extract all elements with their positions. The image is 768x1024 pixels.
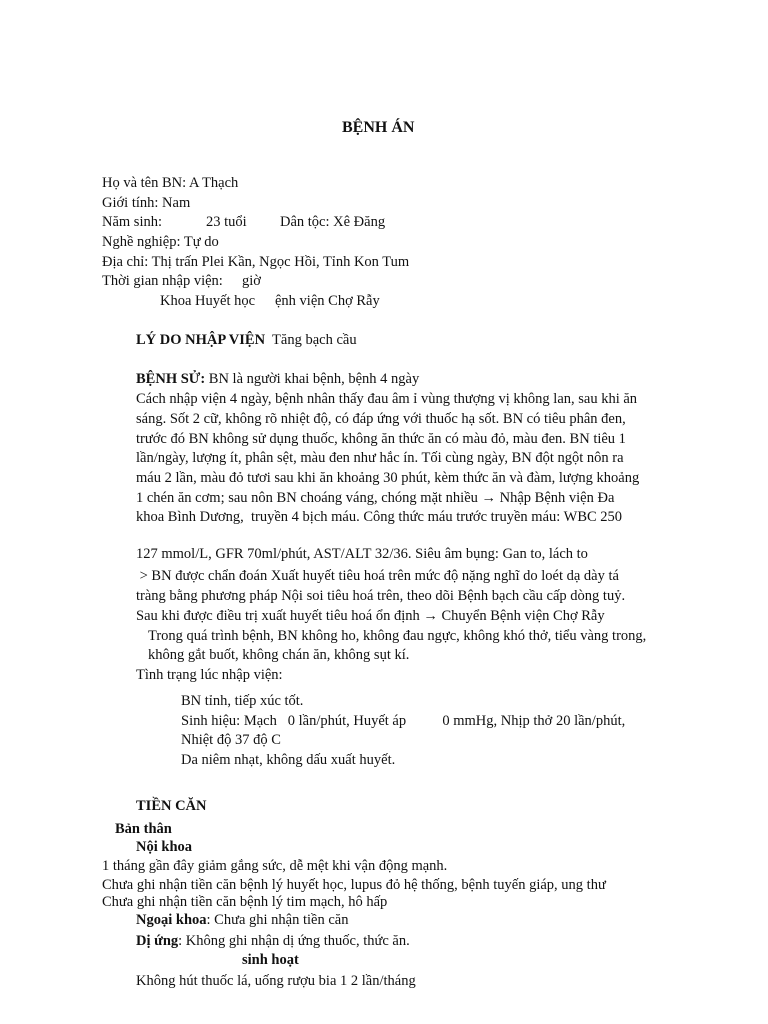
surgery-text: : Chưa ghi nhận tiền căn xyxy=(206,912,349,928)
diagnosis-line-1: > BN được chẩn đoán Xuất huyết tiêu hoá trên mức độ nặng nghĩ do loét dạ dày tá xyxy=(136,568,619,584)
diagnosis-line-2: tràng bằng phương pháp Nội soi tiêu hoá trên, theo dõi Bệnh bạch cầu cấp dòng tuỷ. xyxy=(136,588,626,604)
past-history-heading: TIỀN CĂN xyxy=(136,798,207,814)
reason-text: Tăng bạch cầu xyxy=(272,332,357,348)
course-line-1: Trong quá trình bệnh, BN không ho, không đau ngực, không khó thở, tiểu vàng trong, xyxy=(148,628,647,644)
status-line: Da niêm nhạt, không dấu xuất huyết. xyxy=(181,752,396,768)
course-line-2: không gắt buốt, không chán ăn, không sụt kí. xyxy=(148,647,410,663)
history-line: lần/ngày, lượng ít, phân sệt, màu đen như hắc ín. Tối cùng ngày, BN đột ngột nôn ra xyxy=(136,450,624,466)
history-line: sáng. Sốt 2 cữ, không rõ nhiệt độ, có đáp ứng với thuốc hạ sốt. BN có tiêu phân đen, xyxy=(136,411,626,427)
lab-results: 127 mmol/L, GFR 70ml/phút, AST/ALT 32/36. Siêu âm bụng: Gan to, lách to xyxy=(136,546,588,562)
internal-history-line: Chưa ghi nhận tiền căn bệnh lý huyết học, lupus đỏ hệ thống, bệnh tuyến giáp, ung thư xyxy=(102,877,606,893)
surgery-history xyxy=(136,911,348,929)
history-intro: BN là người khai bệnh, bệnh 4 ngày xyxy=(208,371,420,387)
allergy-label: Dị ứng xyxy=(136,933,179,949)
department: Khoa Huyết học xyxy=(160,293,256,309)
internal-history-line: 1 tháng gần đây giảm gắng sức, dễ mệt khi vận động mạnh. xyxy=(102,858,448,874)
self-history-heading: Bản thân xyxy=(115,821,172,837)
allergy-history xyxy=(136,932,410,950)
patient-name: Họ và tên BN: A Thạch xyxy=(102,175,239,191)
patient-sex: Giới tính: Nam xyxy=(102,195,191,211)
surgery-label: Ngoại khoa xyxy=(136,912,207,928)
internal-medicine-heading: Nội khoa xyxy=(136,839,193,855)
patient-job: Nghề nghiệp: Tự do xyxy=(102,234,219,250)
reason-label: LÝ DO NHẬP VIỆN xyxy=(136,332,266,348)
hospital: ệnh viện Chợ Rẫy xyxy=(275,293,380,309)
admission-status-label: Tình trạng lúc nhập viện: xyxy=(136,667,283,683)
vital-signs: Sinh hiệu: Mạch 0 lần/phút, Huyết áp 0 mmHg, Nhịp thở 20 lần/phút, xyxy=(181,713,626,729)
patient-age: 23 tuổi xyxy=(206,214,247,230)
history-line: 1 chén ăn cơm; sau nôn BN choáng váng, chóng mặt nhiều → Nhập Bệnh viện Đa xyxy=(136,490,615,506)
transfer-line: Sau khi được điều trị xuất huyết tiêu hoá ổn định → Chuyển Bệnh viện Chợ Rẫy xyxy=(136,608,605,624)
history-line: khoa Bình Dương, truyền 4 bịch máu. Công thức máu trước truyền máu: WBC 250 xyxy=(136,509,623,525)
reason-section xyxy=(136,331,357,349)
document-title: BỆNH ÁN xyxy=(342,119,415,136)
admit-time: giờ xyxy=(242,273,261,289)
patient-address: Địa chỉ: Thị trấn Plei Kần, Ngọc Hồi, Tỉnh Kon Tum xyxy=(102,254,410,270)
lifestyle-heading: sinh hoạt xyxy=(242,952,299,968)
internal-history-line: Chưa ghi nhận tiền căn bệnh lý tim mạch, hô hấp xyxy=(102,894,388,910)
temperature: Nhiệt độ 37 độ C xyxy=(181,732,281,748)
lifestyle-text: Không hút thuốc lá, uống rượu bia 1 2 lần/tháng xyxy=(136,973,416,989)
history-section xyxy=(136,370,419,388)
status-line: BN tỉnh, tiếp xúc tốt. xyxy=(181,693,304,709)
birth-label: Năm sinh: xyxy=(102,214,163,230)
patient-ethnicity: Dân tộc: Xê Đăng xyxy=(280,214,386,230)
admit-label: Thời gian nhập viện: xyxy=(102,273,223,289)
history-line: máu 2 lần, màu đỏ tươi sau khi ăn khoảng 30 phút, kèm thức ăn và đàm, lượng khoảng xyxy=(136,470,640,486)
history-label: BỆNH SỬ: xyxy=(136,371,206,387)
allergy-text: : Không ghi nhận dị ứng thuốc, thức ăn. xyxy=(178,933,410,949)
history-line: Cách nhập viện 4 ngày, bệnh nhân thấy đau âm ỉ vùng thượng vị không lan, sau khi ăn xyxy=(136,391,638,407)
history-line: trước đó BN không sử dụng thuốc, không ăn thức ăn có màu đỏ, màu đen. BN tiêu 1 xyxy=(136,431,626,447)
